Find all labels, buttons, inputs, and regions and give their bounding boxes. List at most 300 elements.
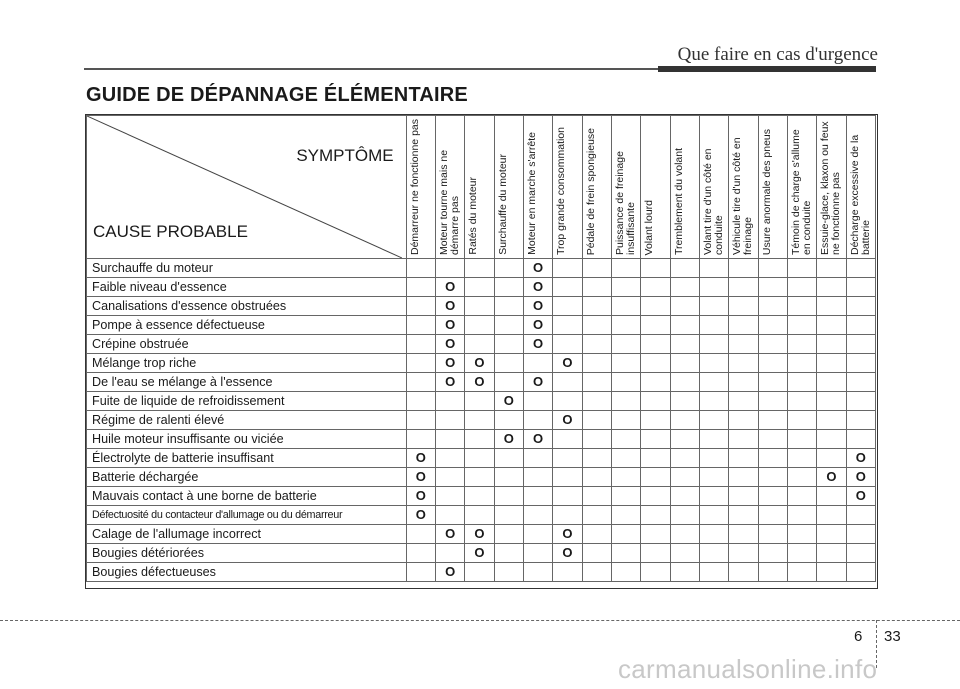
empty-cell [699,335,728,354]
empty-cell [465,430,494,449]
symptom-heading: SYMPTÔME [296,146,394,165]
empty-cell [465,392,494,411]
empty-cell [582,544,611,563]
empty-cell [553,430,582,449]
empty-cell [699,487,728,506]
check-mark: O [435,525,464,544]
empty-cell [729,468,758,487]
empty-cell [729,506,758,525]
empty-cell [611,259,640,278]
check-mark: O [553,354,582,373]
empty-cell [787,373,816,392]
symptom-label: Véhicule tire d'un côté en freinage [731,137,755,255]
empty-cell [494,297,523,316]
empty-cell [787,411,816,430]
empty-cell [611,316,640,335]
symptom-label: Décharge excessive de la batterie [848,134,872,255]
check-mark: O [494,392,523,411]
empty-cell [523,544,552,563]
empty-cell [817,316,846,335]
table-body [87,259,876,582]
check-mark: O [465,525,494,544]
empty-cell [553,259,582,278]
empty-cell [582,259,611,278]
symptom-column-header [699,116,728,259]
check-mark: O [846,449,875,468]
empty-cell [699,449,728,468]
table-row [87,506,876,525]
symptom-column-header [611,116,640,259]
check-mark: O [523,316,552,335]
empty-cell [787,544,816,563]
empty-cell [670,430,699,449]
empty-cell [670,525,699,544]
empty-cell [670,278,699,297]
empty-cell [611,392,640,411]
check-mark: O [523,430,552,449]
cause-cell: Surchauffe du moteur [87,259,407,278]
empty-cell [641,335,670,354]
empty-cell [699,373,728,392]
empty-cell [846,278,875,297]
empty-cell [611,487,640,506]
empty-cell [817,506,846,525]
empty-cell [406,563,435,582]
empty-cell [553,506,582,525]
cause-cell: Bougies défectueuses [87,563,407,582]
empty-cell [846,373,875,392]
check-mark: O [523,373,552,392]
empty-cell [670,316,699,335]
empty-cell [787,278,816,297]
empty-cell [699,430,728,449]
table-row [87,563,876,582]
section-title: Que faire en cas d'urgence [677,44,878,65]
empty-cell [787,316,816,335]
empty-cell [553,335,582,354]
empty-cell [523,354,552,373]
symptom-label: Démarreur ne fonctionne pas [408,119,421,255]
table-row [87,544,876,563]
table-row [87,354,876,373]
symptom-label: Usure anormale des pneus [760,128,773,255]
empty-cell [406,430,435,449]
table-row [87,468,876,487]
empty-cell [465,468,494,487]
empty-cell [699,468,728,487]
check-mark: O [435,278,464,297]
empty-cell [523,506,552,525]
check-mark: O [817,468,846,487]
table-row [87,487,876,506]
empty-cell [670,411,699,430]
symptom-column-header [787,116,816,259]
empty-cell [758,563,787,582]
header-accent-bar [658,66,876,72]
empty-cell [699,316,728,335]
empty-cell [406,373,435,392]
symptom-column-header [494,116,523,259]
empty-cell [758,373,787,392]
empty-cell [641,563,670,582]
cause-cell: Faible niveau d'essence [87,278,407,297]
empty-cell [699,563,728,582]
empty-cell [817,430,846,449]
symptom-label: Pédale de frein spongieuse [584,127,597,255]
empty-cell [523,411,552,430]
empty-cell [582,335,611,354]
check-mark: O [435,316,464,335]
empty-cell [670,563,699,582]
check-mark: O [406,506,435,525]
empty-cell [611,563,640,582]
chapter-number: 6 [854,628,863,645]
empty-cell [641,392,670,411]
empty-cell [817,259,846,278]
empty-cell [435,506,464,525]
table-row [87,297,876,316]
empty-cell [406,278,435,297]
empty-cell [435,392,464,411]
symptom-label: Moteur tourne mais ne démarre pas [437,149,461,255]
empty-cell [817,487,846,506]
empty-cell [758,392,787,411]
empty-cell [494,544,523,563]
empty-cell [787,468,816,487]
empty-cell [846,544,875,563]
empty-cell [817,373,846,392]
empty-cell [817,335,846,354]
empty-cell [465,563,494,582]
symptom-column-header [846,116,875,259]
empty-cell [641,297,670,316]
empty-cell [729,563,758,582]
empty-cell [729,392,758,411]
empty-cell [670,373,699,392]
empty-cell [553,563,582,582]
empty-cell [758,544,787,563]
symptom-label: Ratés du moteur [467,177,480,255]
empty-cell [670,392,699,411]
symptom-label: Tremblement du volant [672,148,685,255]
empty-cell [494,316,523,335]
empty-cell [494,449,523,468]
empty-cell [787,449,816,468]
table-row [87,430,876,449]
empty-cell [465,259,494,278]
check-mark: O [465,544,494,563]
empty-cell [641,525,670,544]
symptom-column-header [406,116,435,259]
empty-cell [611,373,640,392]
empty-cell [611,544,640,563]
empty-cell [729,373,758,392]
empty-cell [553,468,582,487]
empty-cell [817,297,846,316]
empty-cell [670,297,699,316]
cause-cell: Crépine obstruée [87,335,407,354]
table-row [87,278,876,297]
empty-cell [494,278,523,297]
empty-cell [846,354,875,373]
cause-cell: Défectuosité du contacteur d'allumage ou du démarreur [87,506,407,525]
cause-cell: Fuite de liquide de refroidissement [87,392,407,411]
cause-cell: De l'eau se mélange à l'essence [87,373,407,392]
empty-cell [435,259,464,278]
empty-cell [435,430,464,449]
empty-cell [611,525,640,544]
empty-cell [435,468,464,487]
empty-cell [787,506,816,525]
empty-cell [817,278,846,297]
check-mark: O [406,487,435,506]
empty-cell [641,411,670,430]
empty-cell [817,449,846,468]
empty-cell [846,525,875,544]
empty-cell [699,525,728,544]
empty-cell [670,487,699,506]
footer-rule [0,620,960,621]
check-mark: O [523,259,552,278]
empty-cell [406,411,435,430]
check-mark: O [846,487,875,506]
empty-cell [611,335,640,354]
empty-cell [817,525,846,544]
empty-cell [465,411,494,430]
table-header-row [87,116,876,259]
symptom-column-header [729,116,758,259]
empty-cell [846,297,875,316]
empty-cell [553,487,582,506]
check-mark: O [494,430,523,449]
empty-cell [582,487,611,506]
check-mark: O [553,525,582,544]
empty-cell [465,316,494,335]
check-mark: O [465,354,494,373]
empty-cell [670,506,699,525]
empty-cell [817,392,846,411]
empty-cell [817,563,846,582]
check-mark: O [846,468,875,487]
empty-cell [523,392,552,411]
empty-cell [641,373,670,392]
empty-cell [846,316,875,335]
empty-cell [641,468,670,487]
empty-cell [435,411,464,430]
empty-cell [729,278,758,297]
empty-cell [553,297,582,316]
cause-cell: Huile moteur insuffisante ou viciée [87,430,407,449]
empty-cell [553,316,582,335]
check-mark: O [465,373,494,392]
cause-cell: Mélange trop riche [87,354,407,373]
empty-cell [817,354,846,373]
empty-cell [729,487,758,506]
table-row [87,373,876,392]
empty-cell [758,411,787,430]
empty-cell [494,506,523,525]
empty-cell [611,430,640,449]
table-row [87,259,876,278]
empty-cell [729,259,758,278]
empty-cell [641,506,670,525]
empty-cell [494,259,523,278]
empty-cell [787,297,816,316]
empty-cell [758,506,787,525]
cause-cell: Bougies détériorées [87,544,407,563]
empty-cell [817,411,846,430]
table-row [87,335,876,354]
empty-cell [406,316,435,335]
empty-cell [494,487,523,506]
empty-cell [406,297,435,316]
symptom-label: Volant lourd [643,199,656,255]
watermark: carmanualsonline.info [618,654,878,684]
empty-cell [729,430,758,449]
cause-cell: Mauvais contact à une borne de batterie [87,487,407,506]
empty-cell [494,468,523,487]
empty-cell [406,335,435,354]
empty-cell [846,335,875,354]
empty-cell [699,506,728,525]
empty-cell [582,563,611,582]
table-corner-cell [87,116,407,259]
empty-cell [553,278,582,297]
empty-cell [729,411,758,430]
empty-cell [758,278,787,297]
empty-cell [758,487,787,506]
empty-cell [582,316,611,335]
check-mark: O [435,563,464,582]
empty-cell [641,430,670,449]
empty-cell [611,506,640,525]
empty-cell [699,297,728,316]
check-mark: O [523,297,552,316]
empty-cell [699,544,728,563]
cause-cell: Calage de l'allumage incorrect [87,525,407,544]
empty-cell [582,468,611,487]
empty-cell [582,373,611,392]
empty-cell [758,259,787,278]
empty-cell [817,544,846,563]
empty-cell [758,316,787,335]
empty-cell [523,525,552,544]
cause-heading: CAUSE PROBABLE [93,222,248,241]
empty-cell [699,354,728,373]
table-row [87,392,876,411]
empty-cell [553,373,582,392]
empty-cell [641,259,670,278]
empty-cell [670,468,699,487]
empty-cell [699,278,728,297]
symptom-column-header [817,116,846,259]
table-row [87,449,876,468]
check-mark: O [553,411,582,430]
empty-cell [641,316,670,335]
check-mark: O [523,335,552,354]
empty-cell [582,411,611,430]
empty-cell [406,392,435,411]
empty-cell [582,525,611,544]
empty-cell [787,487,816,506]
empty-cell [494,354,523,373]
empty-cell [553,392,582,411]
empty-cell [758,354,787,373]
empty-cell [611,468,640,487]
symptom-label: Surchauffe du moteur [496,154,509,255]
empty-cell [729,316,758,335]
empty-cell [787,392,816,411]
symptom-column-header [435,116,464,259]
empty-cell [641,544,670,563]
empty-cell [465,449,494,468]
empty-cell [758,525,787,544]
cause-cell: Pompe à essence défectueuse [87,316,407,335]
empty-cell [787,430,816,449]
empty-cell [641,487,670,506]
symptom-column-header [553,116,582,259]
empty-cell [641,449,670,468]
empty-cell [435,544,464,563]
empty-cell [641,278,670,297]
empty-cell [758,297,787,316]
table-row [87,525,876,544]
empty-cell [729,525,758,544]
empty-cell [729,354,758,373]
table-row [87,316,876,335]
table-row [87,411,876,430]
empty-cell [523,449,552,468]
empty-cell [641,354,670,373]
empty-cell [729,297,758,316]
symptom-label: Trop grande consommation [555,126,568,255]
empty-cell [758,449,787,468]
empty-cell [846,506,875,525]
cause-cell: Régime de ralenti élevé [87,411,407,430]
empty-cell [699,259,728,278]
empty-cell [846,430,875,449]
empty-cell [553,449,582,468]
empty-cell [523,487,552,506]
empty-cell [846,392,875,411]
empty-cell [846,563,875,582]
cause-cell: Électrolyte de batterie insuffisant [87,449,407,468]
page-number: 33 [884,628,901,645]
check-mark: O [435,335,464,354]
empty-cell [465,506,494,525]
symptom-column-header [670,116,699,259]
empty-cell [758,430,787,449]
empty-cell [406,525,435,544]
empty-cell [406,354,435,373]
empty-cell [406,259,435,278]
empty-cell [699,411,728,430]
troubleshooting-table-frame [85,114,878,589]
check-mark: O [406,449,435,468]
empty-cell [582,449,611,468]
empty-cell [582,506,611,525]
empty-cell [699,392,728,411]
symptom-column-header [641,116,670,259]
empty-cell [729,449,758,468]
empty-cell [670,449,699,468]
empty-cell [494,335,523,354]
empty-cell [465,487,494,506]
empty-cell [465,297,494,316]
empty-cell [611,297,640,316]
empty-cell [758,335,787,354]
empty-cell [670,544,699,563]
